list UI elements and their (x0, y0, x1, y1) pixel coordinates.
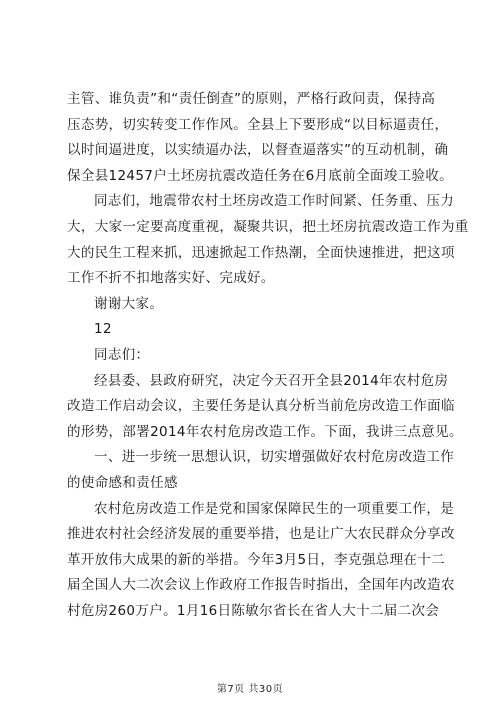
text-line: 压态势，切实转变工作作风。全县上下要形成“以目标逼责任， (67, 116, 449, 133)
page-footer: 第7页 共30页 (216, 684, 284, 695)
text-line: 一、进一步统一思想认识，切实增强做好农村危房改造工作 (94, 449, 455, 466)
text-line: 革开放伟大成果的新的举措。今年3月5日，李克强总理在十二 (67, 551, 445, 568)
document-body (67, 88, 469, 625)
text-line: 保全县12457户土坯房抗震改造任务在6月底前全面竣工验收。 (67, 167, 454, 184)
text-line: 改造工作启动会议，主要任务是认真分析当前危房改造工作面临 (67, 398, 455, 415)
text-line: 村危房260万户。1月16日陈敏尔省长在省人大十二届二次会 (67, 602, 440, 619)
text-line: 的形势，部署2014年农村危房改造工作。下面，我讲三点意见。 (67, 423, 463, 440)
text-line: 12 (94, 321, 112, 338)
text-line: 同志们，地震带农村土坯房改造工作时间紧、任务重、压力 (94, 193, 455, 210)
text-line: 届全国人大二次会议上作政府工作报告时指出，全国年内改造农 (67, 577, 455, 594)
text-line: 主管、谁负责”和“责任倒查”的原则，严格行政问责，保持高 (67, 91, 436, 107)
text-line: 推进农村社会经济发展的重要举措，也是让广大农民群众分享改 (67, 526, 455, 543)
text-line: 同志们： (94, 346, 150, 363)
text-line: 大的民生工程来抓，迅速掀起工作热潮，全面快速推进，把这项 (67, 244, 455, 261)
text-line: 的使命感和责任感 (67, 474, 178, 491)
text-line: 谢谢大家。 (94, 295, 164, 312)
text-line: 以时间逼进度，以实绩逼办法，以督查逼落实”的互动机制，确 (67, 142, 449, 159)
text-line: 大，大家一定要高度重视，凝聚共识，把土坯房抗震改造工作为重 (67, 218, 469, 235)
text-line: 工作不折不扣地落实好、完成好。 (67, 270, 275, 287)
text-line: 农村危房改造工作是党和国家保障民生的一项重要工作，是 (94, 500, 455, 517)
text-line: 经县委、县政府研究，决定今天召开全县2014年农村危房 (94, 372, 449, 389)
